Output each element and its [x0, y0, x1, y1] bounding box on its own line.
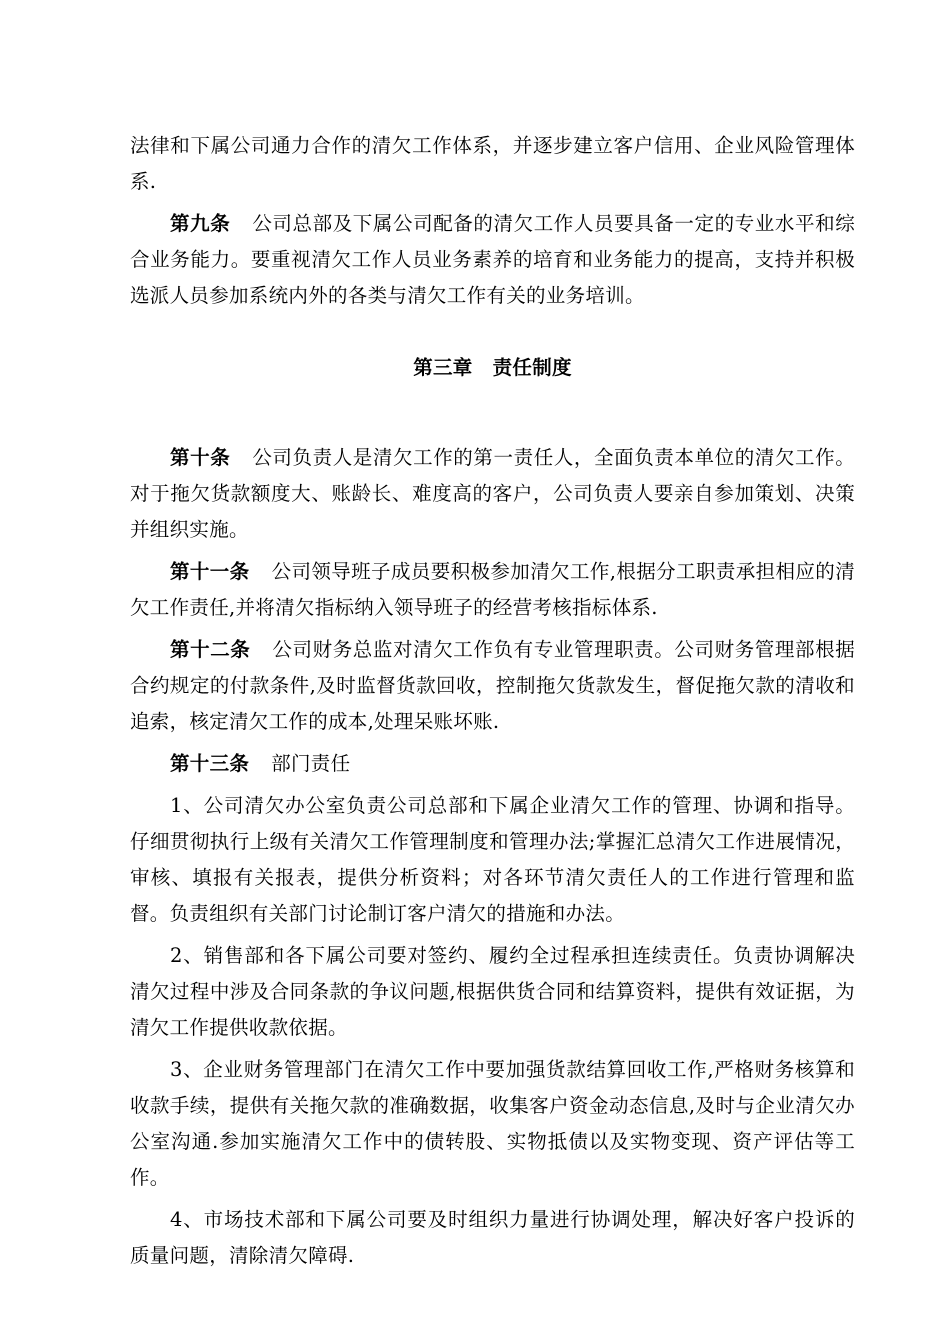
- document-page: [130, 128, 855, 1274]
- chapter-title: 责任制度: [492, 356, 572, 379]
- article-11-label: 第十一条: [170, 560, 250, 583]
- article-12-text: 公司财务总监对清欠工作负有专业管理职责。公司财务管理部根据合约规定的付款条件,及时监督货款回收，控制拖欠货款发生，督促拖欠款的清收和追索，核定清欠工作的成本,处理呆账坏账.: [130, 638, 856, 733]
- article-13-text: 部门责任: [271, 752, 351, 775]
- article-12-label: 第十二条: [170, 638, 251, 661]
- chapter-heading: [130, 350, 855, 386]
- list-item: [130, 788, 855, 932]
- continuation-text: 法律和下属公司通力合作的清欠工作体系，并逐步建立客户信用、企业风险管理体系.: [130, 134, 855, 193]
- list-item: [130, 938, 855, 1046]
- article-9-text: 公司总部及下属公司配备的清欠工作人员要具备一定的专业水平和综合业务能力。要重视清欠工作人员业务素养的培育和业务能力的提高，支持并积极选派人员参加系统内外的各类与清欠工作有关的业务培训。: [130, 212, 855, 307]
- article-13: [130, 746, 855, 782]
- article-9-label: 第九条: [170, 212, 231, 235]
- chapter-number: 第三章: [413, 356, 473, 379]
- article-9: [130, 206, 855, 314]
- list-item: [130, 1052, 855, 1196]
- article-12: [130, 632, 855, 740]
- article-10-text: 公司负责人是清欠工作的第一责任人，全面负责本单位的清欠工作。对于拖欠货款额度大、账龄长、难度高的客户，公司负责人要亲自参加策划、决策并组织实施。: [130, 446, 855, 541]
- item-4-text: 4、市场技术部和下属公司要及时组织力量进行协调处理，解决好客户投诉的质量问题，清除清欠障碍.: [130, 1208, 855, 1267]
- article-10-label: 第十条: [170, 446, 231, 469]
- article-11: [130, 554, 855, 626]
- item-3-text: 3、企业财务管理部门在清欠工作中要加强货款结算回收工作,严格财务核算和收款手续，提供有关拖欠款的准确数据，收集客户资金动态信息,及时与企业清欠办公室沟通.参加实施清欠工作中的债转股、实物抵债以及实物变现、资产评估等工作。: [130, 1058, 855, 1189]
- list-item: [130, 1202, 855, 1274]
- item-1-text: 1、公司清欠办公室负责公司总部和下属企业清欠工作的管理、协调和指导。仔细贯彻执行上级有关清欠工作管理制度和管理办法;掌握汇总清欠工作进展情况，审核、填报有关报表，提供分析资料；对各环节清欠责任人的工作进行管理和监督。负责组织有关部门讨论制订客户清欠的措施和办法。: [130, 794, 855, 925]
- article-10: [130, 440, 855, 548]
- article-13-label: 第十三条: [170, 752, 250, 775]
- article-11-text: 公司领导班子成员要积极参加清欠工作,根据分工职责承担相应的清欠工作责任,并将清欠指标纳入领导班子的经营考核指标体系.: [130, 560, 855, 619]
- continuation-paragraph: [130, 128, 855, 200]
- item-2-text: 2、销售部和各下属公司要对签约、履约全过程承担连续责任。负责协调解决清欠过程中涉及合同条款的争议问题,根据供货合同和结算资料，提供有效证据，为清欠工作提供收款依据。: [130, 944, 855, 1039]
